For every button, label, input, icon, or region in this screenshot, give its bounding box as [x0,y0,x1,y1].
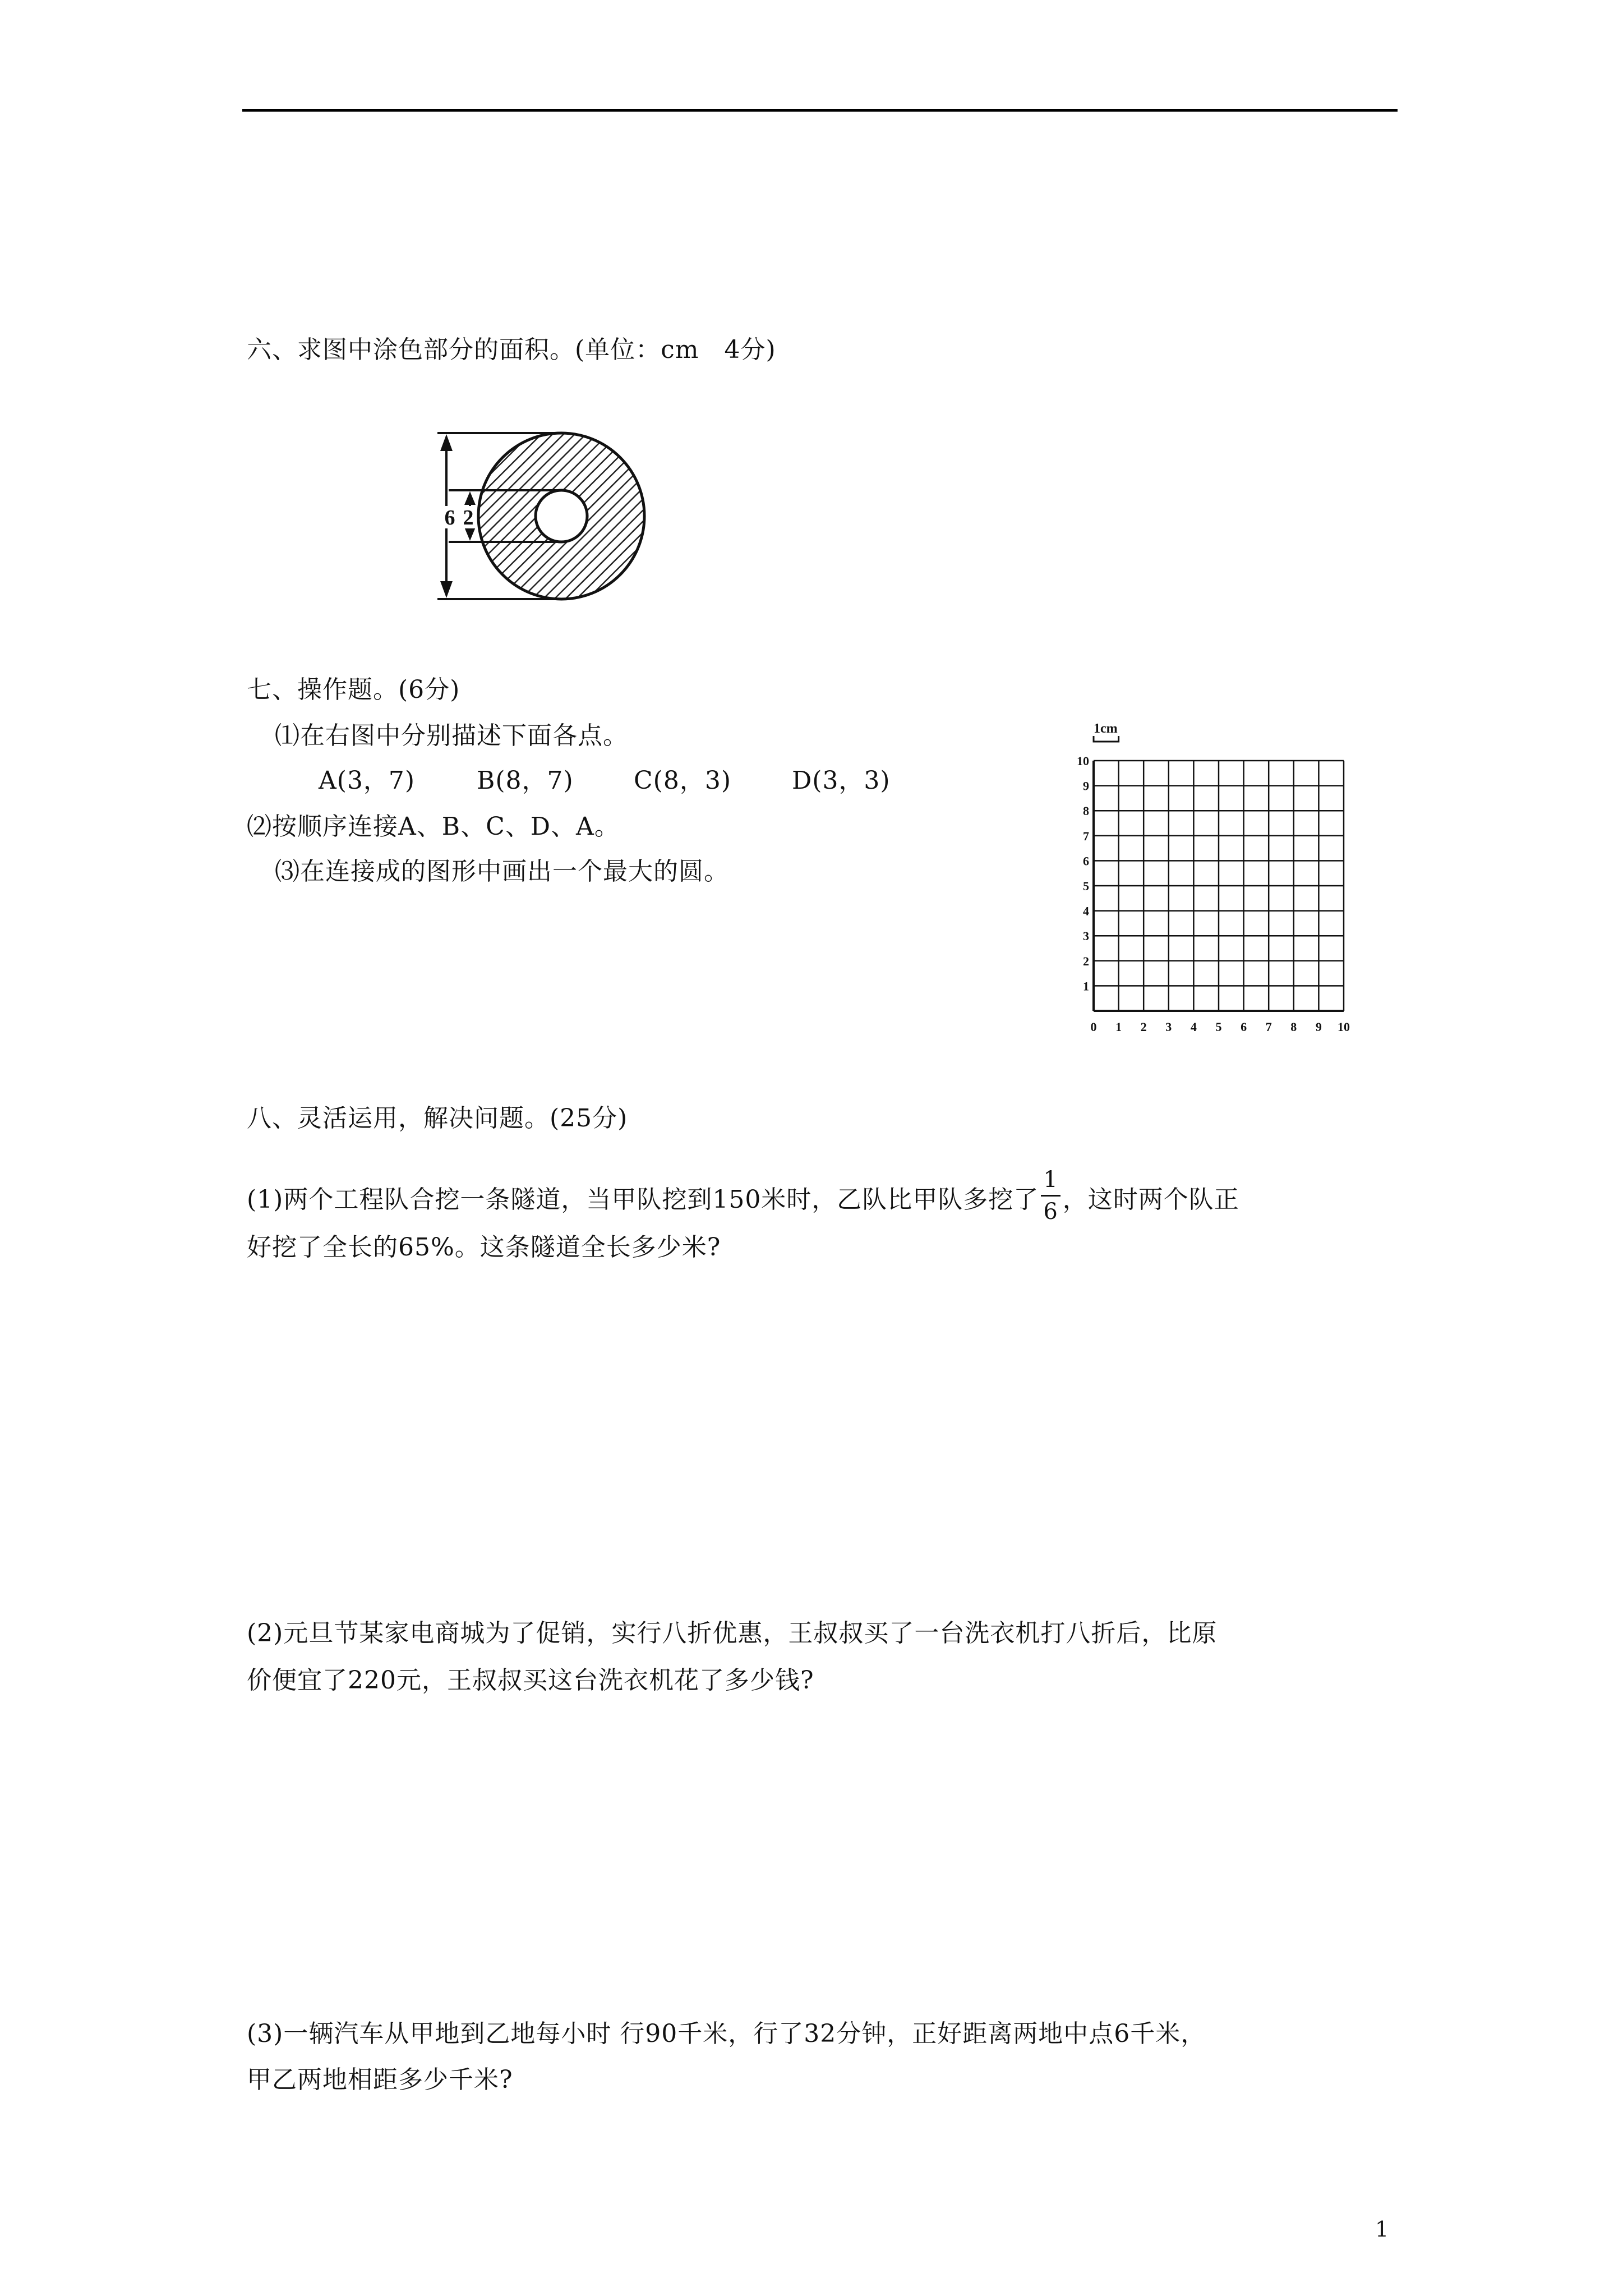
header-rule [242,109,1398,112]
problem-1-text-a: (1)两个工程队合挖一条隧道，当甲队挖到150米时，乙队比甲队多挖了 [247,1185,1039,1214]
grid-scale-label: 1cm [1094,721,1118,736]
grid-y-tick-label: 2 [1083,954,1089,968]
problem-2-line-1: (2)元旦节某家电商城为了促销，实行八折优惠，王叔叔买了一台洗衣机打八折后，比原 [247,1619,1218,1648]
grid-lines [1094,761,1344,1011]
grid-x-labels [1091,1020,1350,1034]
grid-x-tick-label: 8 [1290,1020,1297,1034]
grid-x-tick-label: 3 [1165,1020,1172,1034]
fraction-numerator: 1 [1041,1165,1060,1197]
problem-1-line-1 [247,1167,1239,1232]
point-c: C(8，3) [634,766,731,795]
grid-y-tick-label: 1 [1083,979,1089,993]
section-8-title: 八、灵活运用，解决问题。(25分) [247,1104,628,1133]
outer-diameter-label: 6 [444,506,455,530]
section-7-title: 七、操作题。(6分) [247,675,460,704]
grid-x-tick-label: 4 [1190,1020,1197,1034]
grid-scale-bracket [1094,736,1119,742]
grid-x-tick-label: 1 [1115,1020,1122,1034]
fraction-denominator: 6 [1043,1199,1058,1225]
point-a: A(3，7) [319,766,416,795]
point-b: B(8，7) [477,766,574,795]
point-d: D(3，3) [792,766,891,795]
grid-y-tick-label: 7 [1083,829,1089,843]
grid-y-tick-label: 10 [1077,754,1089,768]
grid-x-tick-label: 10 [1338,1020,1350,1034]
section-6-title: 六、求图中涂色部分的面积。(单位：cm 4分) [247,335,776,364]
grid-y-tick-label: 9 [1083,779,1089,793]
fraction-one-sixth [1041,1165,1060,1227]
grid-y-labels [1077,754,1089,993]
section-7-q3: ⑶在连接成的图形中画出一个最大的圆。 [275,857,729,886]
problem-1-text-b: ，这时两个队正 [1062,1185,1239,1214]
grid-x-tick-label: 0 [1090,1020,1097,1034]
grid-x-tick-label: 5 [1215,1020,1222,1034]
shaded-ring [478,433,644,599]
problem-3-line-2: 甲乙两地相距多少千米? [247,2065,513,2094]
coordinate-grid [1066,712,1368,1038]
problem-3-line-1: (3)一辆汽车从甲地到乙地每小时 行90千米，行了32分钟，正好距离两地中点6千米， [247,2019,1206,2048]
grid-x-tick-label: 9 [1315,1020,1322,1034]
grid-x-tick-label: 6 [1241,1020,1247,1034]
section-7-q1: ⑴在右图中分别描述下面各点。 [275,721,628,750]
page-number: 1 [1375,2217,1390,2242]
grid-x-tick-label: 2 [1140,1020,1147,1034]
annulus-figure [415,426,673,606]
section-7-q2: ⑵按顺序连接A、B、C、D、A。 [247,812,620,841]
grid-x-tick-label: 7 [1265,1020,1272,1034]
grid-y-tick-label: 6 [1083,854,1089,868]
problem-2-line-2: 价便宜了220元，王叔叔买这台洗衣机花了多少钱? [247,1666,814,1695]
grid-y-tick-label: 3 [1083,929,1089,944]
grid-y-tick-label: 8 [1083,804,1089,818]
inner-diameter-label: 2 [463,506,474,530]
grid-y-tick-label: 5 [1083,879,1089,893]
grid-y-tick-label: 4 [1083,904,1089,918]
scale-bracket-line [1094,736,1119,742]
problem-1-line-2: 好挖了全长的65%。这条隧道全长多少米? [247,1233,721,1262]
